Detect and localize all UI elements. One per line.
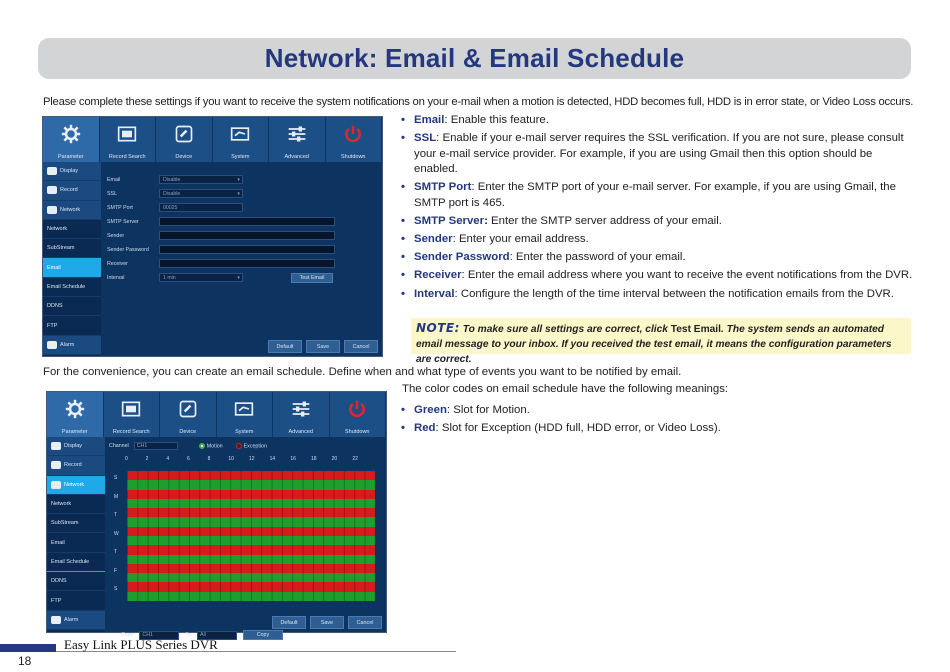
sidebar-item-substream[interactable]: SubStream	[43, 239, 101, 258]
smtp-server-row	[107, 216, 335, 227]
field-descriptions	[398, 113, 913, 305]
topbar-parameter[interactable]	[47, 392, 104, 437]
schedule-buttons	[272, 616, 382, 629]
motion-slot-row[interactable]	[127, 480, 375, 489]
sidebar-item-ddns[interactable]: DDNS	[43, 297, 101, 316]
sidebar-item-email-schedule[interactable]: Email Schedule	[47, 553, 105, 572]
topbar-label: Device	[179, 429, 197, 435]
sidebar-item-record[interactable]	[47, 456, 105, 475]
sidebar-item-email-schedule[interactable]: Email Schedule	[43, 278, 101, 297]
topbar-parameter[interactable]	[43, 117, 100, 162]
interval-row	[107, 272, 333, 283]
bullet-interval: • Interval: Configure the length of the time interval between the notification emails from the DVR.	[398, 287, 913, 302]
topbar-label: Parameter	[61, 429, 88, 435]
day-label: T	[114, 549, 118, 556]
motion-legend[interactable]	[199, 443, 223, 449]
field-label: Email	[107, 176, 121, 183]
motion-radio	[199, 443, 205, 449]
cancel-button[interactable]: Cancel	[348, 616, 382, 629]
note-text-1: To make sure all settings are correct, click	[459, 324, 671, 335]
hour-axis	[125, 456, 373, 464]
copy-label: Copy	[121, 632, 134, 638]
topbar-label: Record Search	[112, 429, 150, 435]
motion-slot-row[interactable]	[127, 555, 375, 564]
exception-slot-row[interactable]	[127, 471, 375, 480]
film-icon	[120, 399, 142, 419]
smtp-server-input[interactable]	[159, 217, 335, 226]
to-label: To	[185, 632, 191, 638]
save-button[interactable]: Save	[306, 340, 340, 353]
exception-slot-row[interactable]	[127, 490, 375, 499]
sidebar-item-email[interactable]: Email	[47, 533, 105, 552]
hour-label: 0	[125, 456, 128, 462]
bullet-sender: • Sender: Enter your email address.	[398, 232, 913, 247]
sidebar-item-label: Alarm	[64, 616, 79, 623]
bullet-smtp-server: • SMTP Server: Enter the SMTP server address of your email.	[398, 214, 913, 229]
exception-slot-row[interactable]	[127, 545, 375, 554]
sidebar-item-label: Display	[64, 443, 83, 450]
note-tag: NOTE:	[416, 321, 460, 335]
day-label: T	[114, 512, 118, 519]
network-icon	[47, 206, 57, 214]
hour-label: 20	[331, 456, 338, 462]
power-icon	[342, 124, 364, 144]
motion-slot-row[interactable]	[127, 536, 375, 545]
smtp-port-input[interactable]: 00025	[159, 203, 243, 212]
page-title: Network: Email & Email Schedule	[264, 43, 685, 73]
note-text-2: . The system sends an automated email message to your inbox. If you received the test email, it means the configuration parameters are correct.	[416, 324, 892, 365]
copy-to-select[interactable]: All	[197, 631, 237, 640]
gear-icon	[60, 124, 82, 144]
sidebar-item-display[interactable]	[47, 437, 105, 456]
hour-label: 8	[207, 456, 211, 462]
sender-input[interactable]	[159, 231, 335, 240]
field-label: SMTP Server	[107, 218, 139, 225]
network-icon	[51, 481, 61, 489]
bullet-red: • Red: Slot for Exception (HDD full, HDD error, or Video Loss).	[398, 421, 913, 436]
hour-label: 12	[249, 456, 255, 462]
bullet-sender-password: • Sender Password: Enter the password of your email.	[398, 250, 913, 265]
exception-slot-row[interactable]	[127, 527, 375, 536]
sidebar-item-ddns[interactable]: DDNS	[47, 572, 105, 591]
topbar-record-search[interactable]	[100, 117, 157, 162]
hour-label: 14	[269, 456, 276, 462]
field-label: Receiver	[107, 260, 128, 267]
dvr-sidebar	[43, 162, 101, 356]
interval-select[interactable]: 1 min ▾	[159, 273, 243, 282]
gear-icon	[64, 399, 86, 419]
field-label: SMTP Port	[107, 204, 133, 211]
ssl-row	[107, 188, 243, 199]
topbar-label: Device	[175, 154, 193, 160]
schedule-panel	[105, 437, 386, 638]
page-number: 18	[18, 654, 32, 668]
sender-password-input[interactable]	[159, 245, 335, 254]
sidebar-item-alarm[interactable]	[47, 611, 105, 630]
sidebar-item-ftp[interactable]: FTP	[47, 591, 105, 610]
sidebar-item-label: Record	[64, 462, 82, 469]
copy-from-select[interactable]: CH1	[139, 631, 179, 640]
channel-select[interactable]: CH1	[134, 442, 178, 450]
receiver-input[interactable]	[159, 259, 335, 268]
film-icon	[116, 124, 138, 144]
system-icon	[233, 399, 255, 419]
day-label: S	[114, 586, 118, 593]
topbar-advanced[interactable]	[273, 392, 330, 437]
bullet-green: • Green: Slot for Motion.	[398, 403, 913, 418]
hour-label: 22	[352, 456, 358, 462]
dvr-sidebar	[47, 437, 105, 632]
sender-row	[107, 230, 335, 241]
topbar-record-search[interactable]	[104, 392, 161, 437]
email-row	[107, 174, 243, 185]
default-button[interactable]: Default	[272, 616, 306, 629]
exception-radio	[236, 443, 242, 449]
sidebar-item-substream[interactable]: SubStream	[47, 514, 105, 533]
exception-label: Exception	[243, 443, 267, 450]
email-settings-screenshot	[42, 116, 383, 357]
channel-label: Channel	[109, 443, 129, 449]
display-icon	[47, 167, 57, 175]
cancel-button[interactable]: Cancel	[344, 340, 378, 353]
sidebar-item-email[interactable]: Email	[43, 258, 101, 277]
topbar-label: Shutdown	[341, 154, 366, 160]
footer-accent-bar	[0, 644, 56, 652]
sidebar-item-label: Display	[60, 168, 79, 175]
sidebar-item-network[interactable]: Network	[47, 495, 105, 514]
sidebar-item-network[interactable]: Network	[43, 220, 101, 239]
sliders-icon	[290, 399, 312, 419]
day-axis	[114, 471, 124, 601]
device-icon	[173, 124, 195, 144]
topbar-label: System	[235, 429, 254, 435]
field-label: Interval	[107, 274, 125, 281]
exception-legend[interactable]	[236, 443, 267, 449]
email-form	[101, 162, 382, 356]
day-label: S	[114, 475, 118, 481]
topbar-shutdown[interactable]	[326, 117, 383, 162]
display-icon	[51, 442, 61, 450]
topbar-shutdown[interactable]	[330, 392, 387, 437]
hour-label: 4	[166, 456, 170, 462]
topbar-system[interactable]	[217, 392, 274, 437]
email-schedule-screenshot	[46, 391, 387, 638]
topbar-device[interactable]	[156, 117, 213, 162]
record-icon	[51, 461, 61, 469]
motion-label: Motion	[206, 443, 223, 450]
sidebar-item-alarm[interactable]	[43, 336, 101, 355]
motion-slot-row[interactable]	[127, 517, 375, 526]
sidebar-item-display[interactable]	[43, 162, 101, 181]
dvr-topbar	[43, 117, 382, 162]
color-descriptions	[398, 403, 913, 439]
bullet-email: • Email: Enable this feature.	[398, 113, 913, 128]
field-label: Sender Password	[107, 246, 149, 253]
topbar-label: Shutdown	[345, 429, 370, 435]
exception-slot-row[interactable]	[127, 508, 375, 517]
topbar-label: System	[231, 154, 250, 160]
field-label: Sender	[107, 232, 125, 239]
power-icon	[346, 399, 368, 419]
topbar-label: Advanced	[284, 154, 309, 160]
system-icon	[229, 124, 251, 144]
topbar-label: Record Search	[108, 154, 146, 160]
schedule-header	[109, 442, 267, 450]
topbar-label: Parameter	[57, 154, 84, 160]
schedule-grid[interactable]	[127, 471, 375, 601]
topbar-label: Advanced	[288, 429, 313, 435]
sender-password-row	[107, 244, 335, 255]
hour-label: 6	[187, 456, 190, 462]
convenience-text: For the convenience, you can create an email schedule. Define when and what type of events you want to be notified by email.	[43, 366, 682, 378]
bullet-receiver: • Receiver: Enter the email address where you want to receive the event notifications from the DVR.	[398, 268, 913, 283]
topbar-advanced[interactable]	[269, 117, 326, 162]
field-label: SSL	[107, 190, 118, 197]
topbar-device[interactable]	[160, 392, 217, 437]
sidebar-item-label: Alarm	[60, 341, 75, 348]
email-select[interactable]: Disable ▾	[159, 175, 243, 184]
sidebar-item-label: Network	[60, 206, 81, 213]
sidebar-item-network-group[interactable]	[43, 201, 101, 220]
alarm-icon	[51, 616, 61, 624]
note-box	[411, 318, 911, 365]
motion-slot-row[interactable]	[127, 499, 375, 508]
test-email-button[interactable]: Test Email	[291, 273, 333, 283]
ssl-select[interactable]: Disable ▾	[159, 189, 243, 198]
dvr-topbar	[47, 392, 386, 437]
device-icon	[177, 399, 199, 419]
sidebar-item-record[interactable]	[43, 181, 101, 200]
day-label: W	[114, 530, 119, 537]
receiver-row	[107, 258, 335, 269]
footer-text: Easy Link PLUS Series DVR	[64, 637, 218, 652]
alarm-icon	[47, 341, 57, 349]
exception-slot-row[interactable]	[127, 564, 375, 573]
motion-slot-row[interactable]	[127, 573, 375, 582]
save-button[interactable]: Save	[310, 616, 344, 629]
hour-label: 16	[290, 456, 296, 462]
motion-slot-row[interactable]	[127, 592, 375, 601]
copy-button[interactable]: Copy	[243, 630, 283, 640]
exception-slot-row[interactable]	[127, 582, 375, 591]
bullet-smtp-port: • SMTP Port: Enter the SMTP port of your e-mail server. For example, if you are using Gmail, the SMTP port is 465.	[398, 180, 913, 211]
colors-intro: The color codes on email schedule have the following meanings:	[402, 383, 729, 395]
day-label: F	[114, 567, 118, 574]
default-button[interactable]: Default	[268, 340, 302, 353]
note-strong: Test Email	[670, 324, 721, 335]
title-bar	[38, 38, 911, 79]
hour-label: 2	[145, 456, 149, 462]
sidebar-item-network-group[interactable]	[47, 476, 105, 495]
smtp-port-row	[107, 202, 243, 213]
record-icon	[47, 186, 57, 194]
sidebar-item-ftp[interactable]: FTP	[43, 316, 101, 335]
hour-label: 10	[228, 456, 234, 462]
sliders-icon	[286, 124, 308, 144]
intro-text: Please complete these settings if you want to receive the system notifications on your e-mail when a motion is detected, HDD becomes full, HDD is in error state, or Video Loss occurs.	[43, 96, 914, 108]
sidebar-item-label: Network	[64, 481, 85, 488]
sidebar-item-label: Record	[60, 187, 78, 194]
topbar-system[interactable]	[213, 117, 270, 162]
bullet-ssl: • SSL: Enable if your e-mail server requires the SSL verification. If you are not sure, please consult your e-mail service provider. For example, if you are using Gmail then this option should be enabled.	[398, 131, 913, 177]
hour-label: 18	[311, 456, 317, 462]
day-label: M	[114, 493, 119, 500]
form-buttons	[268, 340, 378, 353]
